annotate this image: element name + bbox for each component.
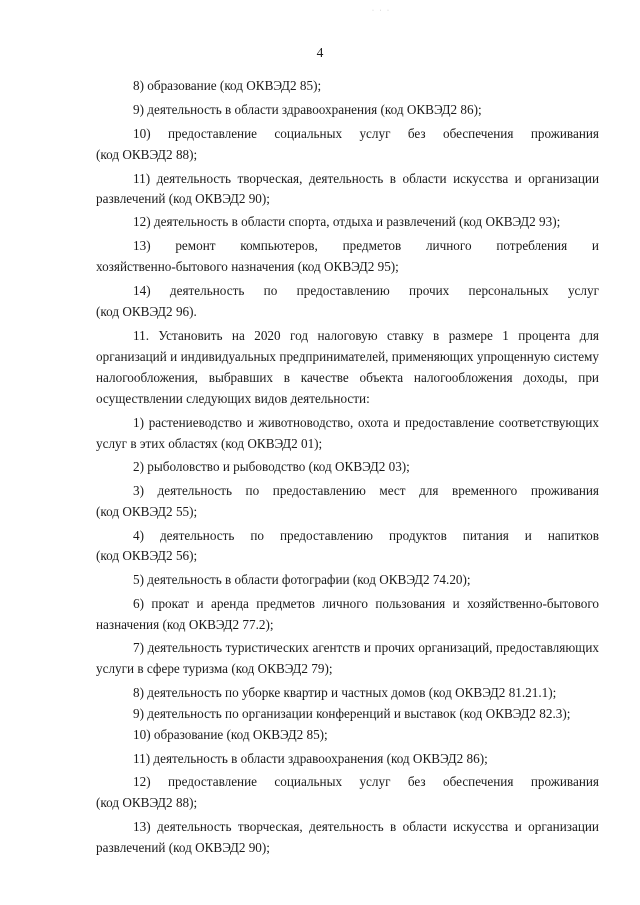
text-line: 9) деятельность по организации конференций и выставок (код ОКВЭД2 82.3); bbox=[133, 706, 571, 721]
text-line: 9) деятельность в области здравоохранения (код ОКВЭД2 86); bbox=[133, 102, 482, 117]
text-line: услуги в сфере туризма (код ОКВЭД2 79); bbox=[96, 661, 333, 676]
text-line: 10) образование (код ОКВЭД2 85); bbox=[133, 727, 328, 742]
text-line: услуг в этих областях (код ОКВЭД2 01); bbox=[96, 436, 323, 451]
text-line: организаций и индивидуальных предпринимателей, применяющих упрощенную систему bbox=[96, 349, 599, 364]
page-number: 4 bbox=[316, 45, 324, 60]
text-line: 2) рыболовство и рыбоводство (код ОКВЭД2 03); bbox=[133, 459, 410, 474]
text-line: 10) предоставление социальных услуг без обеспечения проживания bbox=[133, 126, 599, 141]
text-line: 12) деятельность в области спорта, отдыха и развлечений (код ОКВЭД2 93); bbox=[133, 214, 561, 229]
text-line: налогообложения, выбравших в качестве объекта налогообложения доходы, при bbox=[96, 370, 599, 385]
text-line: 13) ремонт компьютеров, предметов личного потребления и bbox=[133, 238, 599, 253]
text-line: (код ОКВЭД2 55); bbox=[96, 504, 198, 519]
text-line: 8) деятельность по уборке квартир и частных домов (код ОКВЭД2 81.21.1); bbox=[133, 685, 557, 700]
text-line: 11) деятельность в области здравоохранения (код ОКВЭД2 86); bbox=[133, 751, 488, 766]
text-line: (код ОКВЭД2 88); bbox=[96, 147, 198, 162]
text-line: 1) растениеводство и животноводство, охота и предоставление соответствующих bbox=[133, 415, 599, 430]
text-line: 6) прокат и аренда предметов личного пользования и хозяйственно-бытового bbox=[133, 596, 599, 611]
text-line: хозяйственно-бытового назначения (код ОКВЭД2 95); bbox=[96, 259, 399, 274]
text-line: (код ОКВЭД2 88); bbox=[96, 795, 198, 810]
text-line: назначения (код ОКВЭД2 77.2); bbox=[96, 617, 274, 632]
text-line: развлечений (код ОКВЭД2 90); bbox=[96, 191, 270, 206]
text-line: 4) деятельность по предоставлению продуктов питания и напитков bbox=[133, 528, 599, 543]
text-line: 3) деятельность по предоставлению мест для временного проживания bbox=[133, 483, 599, 498]
text-line: развлечений (код ОКВЭД2 90); bbox=[96, 840, 270, 855]
text-line: 8) образование (код ОКВЭД2 85); bbox=[133, 78, 322, 93]
text-line: 11) деятельность творческая, деятельность в области искусства и организации bbox=[133, 171, 599, 186]
text-line: 13) деятельность творческая, деятельность в области искусства и организации bbox=[133, 819, 599, 834]
text-line: 11. Установить на 2020 год налоговую ставку в размере 1 процента для bbox=[133, 328, 599, 343]
text-line: 5) деятельность в области фотографии (код ОКВЭД2 74.20); bbox=[133, 572, 471, 587]
text-line: (код ОКВЭД2 96). bbox=[96, 304, 197, 319]
text-line: (код ОКВЭД2 56); bbox=[96, 548, 198, 563]
scan-marks: · · · bbox=[372, 8, 391, 14]
text-line: осуществлении следующих видов деятельности: bbox=[96, 391, 370, 406]
text-line: 12) предоставление социальных услуг без обеспечения проживания bbox=[133, 774, 599, 789]
text-line: 14) деятельность по предоставлению прочих персональных услуг bbox=[133, 283, 599, 298]
text-line: 7) деятельность туристических агентств и прочих организаций, предоставляющих bbox=[133, 640, 599, 655]
